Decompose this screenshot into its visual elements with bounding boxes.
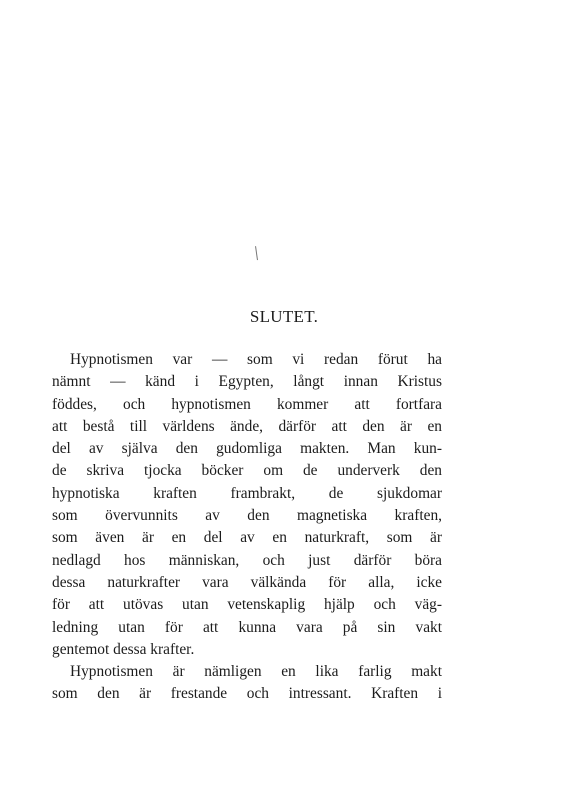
text-line: ledning utan för att kunna vara på sin vakt bbox=[52, 618, 442, 636]
text-line: Hypnotismen är nämligen en lika farlig makt bbox=[70, 663, 442, 681]
text-line: hypnotiska kraften frambrakt, de sjukdomar bbox=[52, 484, 442, 502]
text-line: att bestå till världens ände, därför att den är en bbox=[52, 417, 442, 435]
body-text bbox=[52, 349, 442, 706]
text-line: dessa naturkrafter vara välkända för alla, icke bbox=[52, 573, 442, 591]
text-line: för att utövas utan vetenskaplig hjälp och väg- bbox=[52, 596, 442, 614]
text-line: föddes, och hypnotismen kommer att fortfara bbox=[52, 395, 442, 413]
text-line: Hypnotismen var — som vi redan förut ha bbox=[70, 351, 442, 368]
text-line: som även är en del av en naturkraft, som är bbox=[52, 529, 442, 547]
page-speck bbox=[255, 246, 260, 260]
text-line: som den är frestande och intressant. Kraften i bbox=[52, 685, 442, 703]
text-line: de skriva tjocka böcker om de underverk den bbox=[52, 462, 442, 480]
text-line: nämnt — känd i Egypten, långt innan Kristus bbox=[52, 373, 442, 391]
text-line: gentemot dessa krafter. bbox=[52, 640, 195, 658]
text-line: nedlagd hos människan, och just därför böra bbox=[52, 551, 442, 569]
chapter-heading: SLUTET. bbox=[249, 307, 319, 326]
text-line: som övervunnits av den magnetiska kraften, bbox=[52, 507, 442, 525]
text-line: del av själva den gudomliga makten. Man kun- bbox=[52, 440, 442, 458]
